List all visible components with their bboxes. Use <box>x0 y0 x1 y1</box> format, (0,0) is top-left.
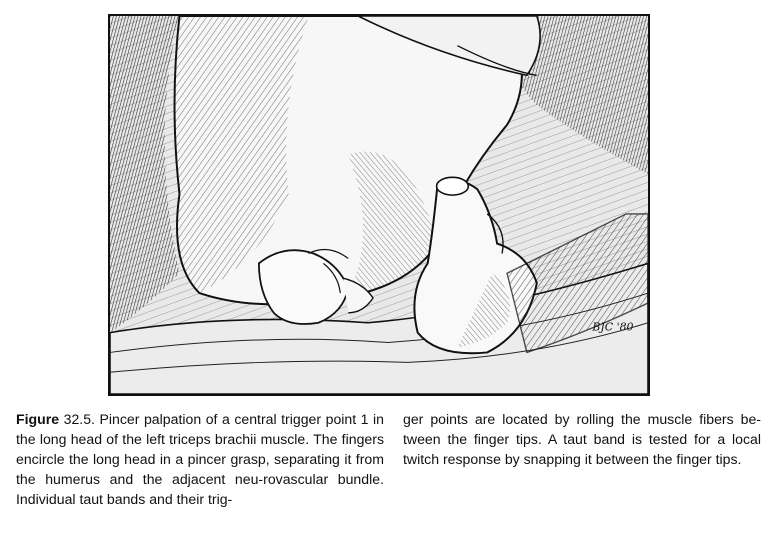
caption-column-right <box>403 410 761 510</box>
caption-text-part2: ger points are located by rolling the muscle fibers be-tween the finger tips. A taut band is tested for a local twitch response by snapping it between the finger tips. <box>403 411 761 467</box>
illustration-drawing <box>110 16 648 394</box>
caption-text-part1: Pincer palpation of a central trigger point 1 in the long head of the left triceps brachii muscle. The fingers encircle the long head in a pincer grasp, separating it from the humerus and the adjacent neu-rovascular bundle. Individual taut bands and their trig- <box>16 411 385 507</box>
figure-label: Figure <box>16 411 60 427</box>
figure-number: 32.5. <box>63 411 95 427</box>
artist-signature: BJC '80 <box>592 320 634 334</box>
figure-illustration <box>108 14 650 396</box>
caption-column-left <box>16 410 384 510</box>
figure-caption <box>16 410 761 510</box>
